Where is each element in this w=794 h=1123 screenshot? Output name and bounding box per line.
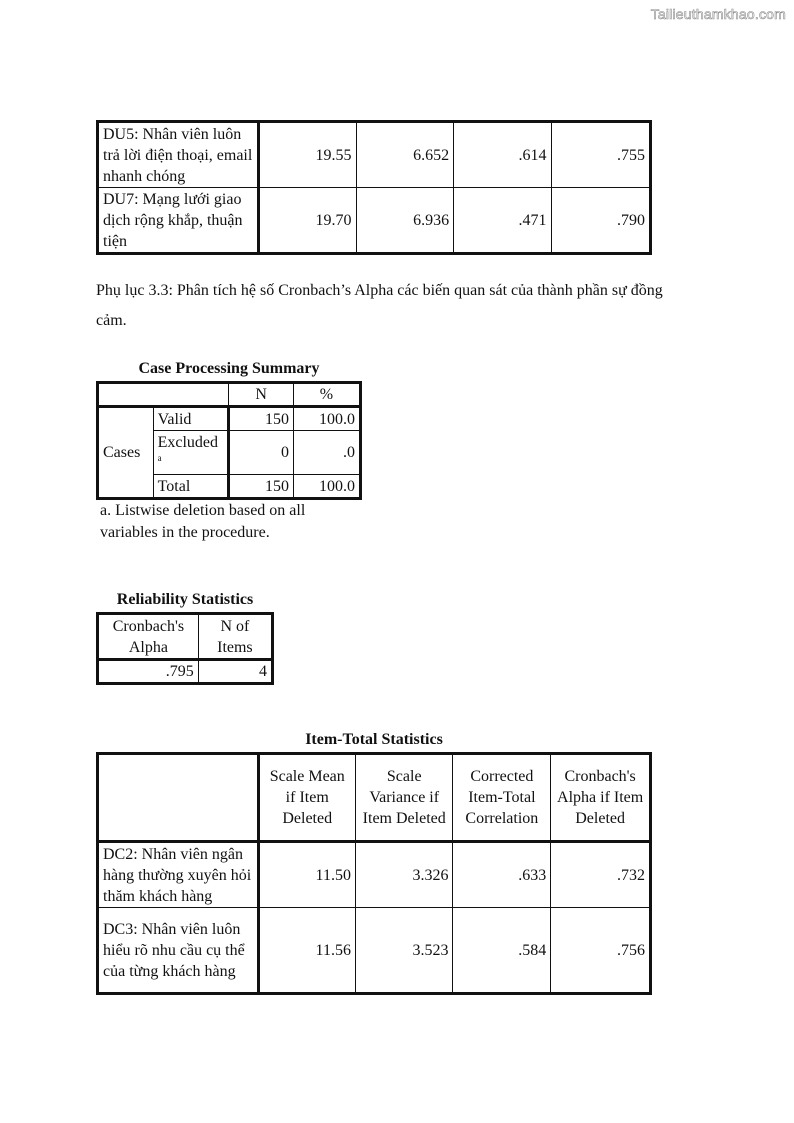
cases-group-label: Cases xyxy=(98,407,154,499)
case-summary-table xyxy=(96,381,362,500)
scale-variance-cell: 6.652 xyxy=(356,122,454,188)
correlation-cell: .633 xyxy=(453,842,551,908)
correlation-cell: .471 xyxy=(454,188,551,254)
header-percent: % xyxy=(293,383,360,407)
table-row xyxy=(98,407,361,431)
percent-cell: .0 xyxy=(293,431,360,475)
item-total-table-continued xyxy=(96,120,652,255)
scale-mean-cell: 19.70 xyxy=(259,188,357,254)
case-summary-title: Case Processing Summary xyxy=(138,360,320,377)
scale-mean-cell: 11.56 xyxy=(258,908,355,994)
row-label: DC3: Nhân viên luôn hiểu rõ nhu cầu cụ thể của từng khách hàng xyxy=(98,908,259,994)
table-row xyxy=(98,908,651,994)
reliability-title: Reliability Statistics xyxy=(116,591,254,608)
header-scale-mean: Scale Mean if Item Deleted xyxy=(258,754,355,842)
header-alpha-if-deleted: Cronbach's Alpha if Item Deleted xyxy=(551,754,651,842)
row-label: Valid xyxy=(153,407,229,431)
scale-variance-cell: 6.936 xyxy=(356,188,454,254)
scale-mean-cell: 19.55 xyxy=(259,122,357,188)
alpha-value: .795 xyxy=(98,660,199,684)
footnote-marker: a xyxy=(157,452,162,463)
case-summary-footnote: a. Listwise deletion based on all variables in the procedure. xyxy=(100,502,306,541)
header-items: N of Items xyxy=(198,614,272,660)
correlation-cell: .584 xyxy=(453,908,551,994)
row-label: DC2: Nhân viên ngân hàng thường xuyên hỏi thăm khách hàng xyxy=(98,842,259,908)
header-alpha: Cronbach's Alpha xyxy=(98,614,199,660)
table-row xyxy=(98,660,273,684)
header-n: N xyxy=(229,383,294,407)
item-total-table xyxy=(96,752,652,995)
alpha-cell: .755 xyxy=(551,122,650,188)
scale-variance-cell: 3.523 xyxy=(355,908,453,994)
alpha-cell: .790 xyxy=(551,188,650,254)
items-value: 4 xyxy=(198,660,272,684)
header-empty-cell xyxy=(98,383,229,407)
table-header-row xyxy=(98,383,361,407)
table-row xyxy=(98,122,651,188)
watermark-text: Tailieuthamkhao.com xyxy=(650,6,786,22)
reliability-table xyxy=(96,612,274,685)
table-header-row xyxy=(98,614,273,660)
row-label: Total xyxy=(153,475,229,499)
item-total-title: Item-Total Statistics xyxy=(305,731,443,748)
n-cell: 0 xyxy=(229,431,294,475)
n-cell: 150 xyxy=(229,475,294,499)
percent-cell: 100.0 xyxy=(293,407,360,431)
table-header-row xyxy=(98,754,651,842)
header-corrected-correlation: Corrected Item-Total Correlation xyxy=(453,754,551,842)
scale-mean-cell: 11.50 xyxy=(258,842,355,908)
percent-cell: 100.0 xyxy=(293,475,360,499)
row-label: Excluded xyxy=(157,433,219,451)
row-label: DU7: Mạng lưới giao dịch rộng khắp, thuận tiện xyxy=(98,188,259,254)
header-empty-cell xyxy=(98,754,259,842)
row-label-excluded xyxy=(153,431,229,475)
header-scale-variance: Scale Variance if Item Deleted xyxy=(355,754,453,842)
alpha-cell: .732 xyxy=(551,842,651,908)
table-row xyxy=(98,188,651,254)
scale-variance-cell: 3.326 xyxy=(355,842,453,908)
correlation-cell: .614 xyxy=(454,122,551,188)
alpha-cell: .756 xyxy=(551,908,651,994)
table-row xyxy=(98,842,651,908)
row-label: DU5: Nhân viên luôn trả lời điện thoại, email nhanh chóng xyxy=(98,122,259,188)
n-cell: 150 xyxy=(229,407,294,431)
appendix-paragraph: Phụ lục 3.3: Phân tích hệ số Cronbach’s Alpha các biến quan sát của thành phần sự đồng cảm. xyxy=(96,282,663,329)
